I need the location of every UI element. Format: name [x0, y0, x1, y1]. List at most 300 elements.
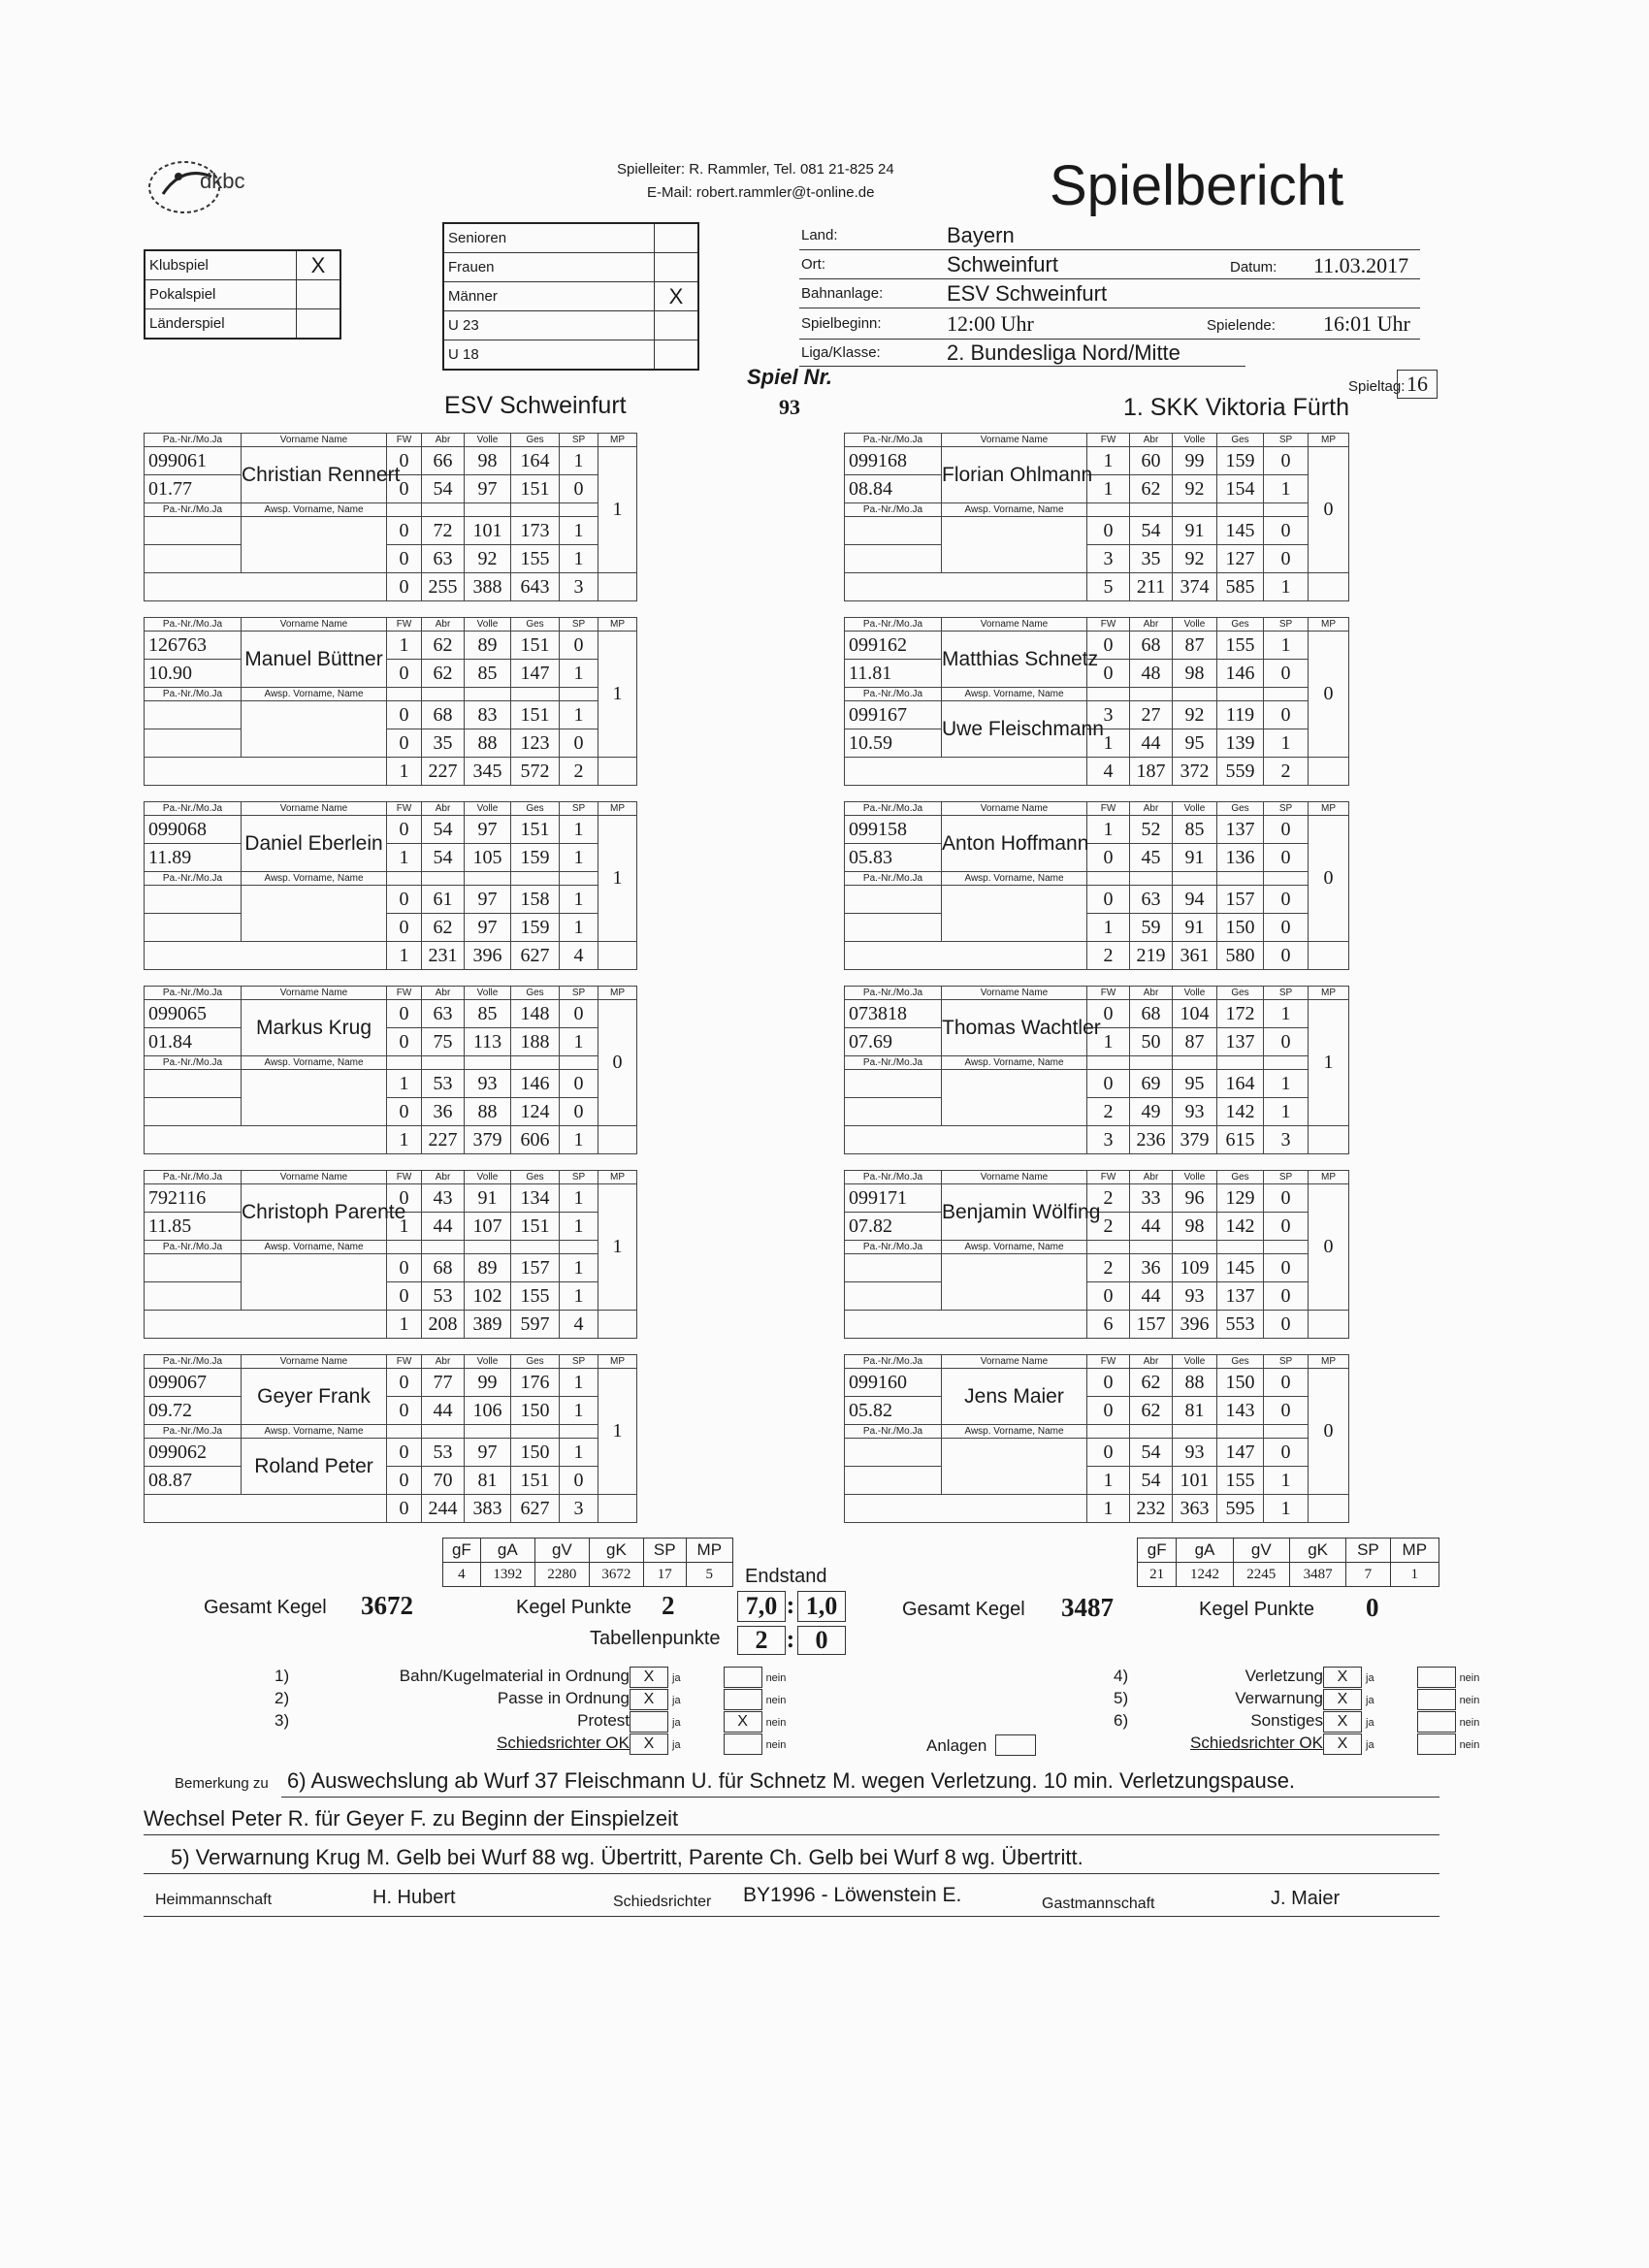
blank-cell — [422, 688, 465, 701]
score-cell: 172 — [1217, 1000, 1264, 1028]
sub-player-name — [942, 886, 1087, 942]
player-id: 099065 — [145, 1000, 242, 1028]
player-block — [144, 986, 637, 1154]
header-abr: Abr — [1130, 1355, 1173, 1369]
blank-cell — [560, 503, 598, 517]
check-nein-box[interactable] — [1417, 1711, 1456, 1733]
score-cell: 1 — [560, 1369, 598, 1397]
score-cell: 53 — [422, 1070, 465, 1098]
header-abr: Abr — [422, 1171, 465, 1184]
total-cell: 3 — [560, 573, 598, 601]
tab-label: Tabellenpunkte — [590, 1628, 721, 1649]
header-mp: MP — [598, 802, 637, 816]
check-label: Passe in Ordnung — [497, 1689, 630, 1708]
score-cell: 69 — [1130, 1070, 1173, 1098]
blank-cell — [1173, 503, 1217, 517]
category-row-mark[interactable]: X — [655, 282, 699, 311]
ende-value: 16:01 Uhr — [1323, 311, 1410, 336]
player-block — [844, 433, 1349, 601]
total-cell: 363 — [1173, 1495, 1217, 1523]
score-cell: 49 — [1130, 1098, 1173, 1126]
check-nein-box[interactable] — [724, 1667, 762, 1688]
score-cell: 62 — [422, 914, 465, 942]
total-cell: 396 — [465, 942, 511, 970]
spiel-nr-label: Spiel Nr. — [747, 365, 833, 389]
score-cell: 0 — [1087, 660, 1130, 688]
score-cell: 102 — [465, 1282, 511, 1311]
check-row — [275, 1667, 790, 1688]
score-cell: 1 — [387, 1213, 422, 1241]
player-mp: 0 — [1309, 447, 1349, 573]
player-date: 08.84 — [845, 475, 942, 503]
header-volle: Volle — [1173, 1171, 1217, 1184]
category-row — [443, 311, 698, 340]
score-cell: 0 — [1264, 816, 1309, 844]
game-type-row-mark[interactable] — [297, 280, 341, 309]
summary-head: gV — [1233, 1539, 1289, 1563]
total-cell: 379 — [1173, 1126, 1217, 1154]
score-cell: 119 — [1217, 701, 1264, 729]
score-cell: 147 — [1217, 1439, 1264, 1467]
score-cell: 158 — [511, 886, 560, 914]
header-abr: Abr — [422, 987, 465, 1000]
total-cell: 606 — [511, 1126, 560, 1154]
bahn-label: Bahnanlage: — [801, 285, 884, 302]
anlagen-label: Anlagen — [926, 1736, 987, 1755]
ort-value: Schweinfurt — [947, 252, 1058, 276]
header-id: Pa.-Nr./Mo.Ja — [145, 987, 242, 1000]
check-label: Verwarnung — [1235, 1689, 1323, 1708]
blank-cell — [1087, 1425, 1130, 1439]
score-cell: 173 — [511, 517, 560, 545]
check-ja-box[interactable]: X — [1323, 1733, 1362, 1755]
total-mp-cell — [1309, 1126, 1349, 1154]
gast-signature: J. Maier — [1271, 1888, 1341, 1909]
total-label-cell — [845, 942, 1087, 970]
category-row-mark[interactable] — [655, 223, 699, 253]
score-cell: 93 — [1173, 1282, 1217, 1311]
score-cell: 164 — [1217, 1070, 1264, 1098]
game-type-row-mark[interactable] — [297, 309, 341, 340]
score-cell: 188 — [511, 1028, 560, 1056]
header-id-sub: Pa.-Nr./Mo.Ja — [845, 503, 942, 517]
blank-cell — [422, 872, 465, 886]
score-cell: 0 — [387, 1369, 422, 1397]
blank-cell — [511, 1056, 560, 1070]
score-cell: 143 — [1217, 1397, 1264, 1425]
score-cell: 44 — [422, 1213, 465, 1241]
score-cell: 62 — [422, 660, 465, 688]
header-sub: Awsp. Vorname, Name — [942, 1425, 1087, 1439]
score-cell: 93 — [1173, 1439, 1217, 1467]
total-cell: 3 — [560, 1495, 598, 1523]
category-row-mark[interactable] — [655, 253, 699, 282]
total-cell: 361 — [1173, 942, 1217, 970]
total-cell: 2 — [1264, 758, 1309, 786]
player-block — [844, 801, 1349, 970]
player-date: 10.90 — [145, 660, 242, 688]
header-sp: SP — [560, 987, 598, 1000]
score-cell: 148 — [511, 1000, 560, 1028]
score-cell: 54 — [422, 816, 465, 844]
check-ja-box[interactable]: X — [630, 1733, 668, 1755]
score-cell: 85 — [465, 1000, 511, 1028]
blank-cell — [1217, 688, 1264, 701]
sub-player-id — [845, 1070, 942, 1098]
anlagen-box[interactable] — [995, 1734, 1036, 1756]
sub-player-id: 099167 — [845, 701, 942, 729]
total-cell: 2 — [1087, 942, 1130, 970]
sub-player-name — [242, 886, 387, 942]
player-name: Florian Ohlmann — [942, 447, 1087, 503]
summary-head: gA — [480, 1539, 534, 1563]
score-cell: 96 — [1173, 1184, 1217, 1213]
check-ja-box[interactable]: X — [1323, 1689, 1362, 1710]
score-cell: 0 — [1264, 1213, 1309, 1241]
sub-player-id — [145, 1070, 242, 1098]
total-cell: 0 — [1264, 1311, 1309, 1339]
check-ja-box[interactable] — [630, 1711, 668, 1733]
score-cell: 150 — [511, 1439, 560, 1467]
check-row — [275, 1733, 790, 1755]
blank-cell — [422, 1425, 465, 1439]
score-cell: 1 — [1087, 1467, 1130, 1495]
blank-cell — [1264, 1241, 1309, 1254]
check-nein-box[interactable] — [1417, 1667, 1456, 1688]
summary-head: gF — [443, 1539, 481, 1563]
total-label-cell — [145, 1126, 387, 1154]
score-cell: 91 — [1173, 844, 1217, 872]
score-cell: 1 — [560, 1397, 598, 1425]
blank-cell — [1130, 503, 1173, 517]
score-cell: 1 — [560, 1213, 598, 1241]
check-label: Verletzung — [1245, 1667, 1323, 1686]
total-cell: 244 — [422, 1495, 465, 1523]
check-num: 1) — [275, 1667, 290, 1686]
player-date: 05.82 — [845, 1397, 942, 1425]
liga-value: 2. Bundesliga Nord/Mitte — [947, 340, 1180, 365]
player-mp: 1 — [598, 1369, 637, 1495]
ja-label: ja — [1366, 1717, 1374, 1730]
header-id: Pa.-Nr./Mo.Ja — [845, 802, 942, 816]
home-kegel-label: Gesamt Kegel — [204, 1597, 327, 1618]
blank-cell — [1130, 872, 1173, 886]
home-punkte-label: Kegel Punkte — [516, 1597, 631, 1618]
score-cell: 1 — [1264, 1070, 1309, 1098]
total-cell: 1 — [387, 1311, 422, 1339]
score-cell: 151 — [511, 1467, 560, 1495]
check-ja-box[interactable]: X — [630, 1689, 668, 1710]
game-type-row-label: Pokalspiel — [145, 280, 297, 309]
header-name: Vorname Name — [942, 618, 1087, 632]
header-abr: Abr — [422, 802, 465, 816]
blank-cell — [1173, 1241, 1217, 1254]
player-id: 099162 — [845, 632, 942, 660]
player-block — [144, 433, 637, 601]
total-cell: 4 — [1087, 758, 1130, 786]
header-volle: Volle — [1173, 802, 1217, 816]
score-cell: 1 — [560, 545, 598, 573]
player-block — [844, 617, 1349, 786]
score-cell: 88 — [1173, 1369, 1217, 1397]
beginn-value: 12:00 Uhr — [947, 311, 1034, 336]
total-mp-cell — [598, 758, 637, 786]
header-sub: Awsp. Vorname, Name — [942, 872, 1087, 886]
summary-value: 7 — [1346, 1563, 1390, 1587]
player-mp: 1 — [598, 632, 637, 758]
score-cell: 44 — [1130, 1213, 1173, 1241]
score-cell: 1 — [560, 1282, 598, 1311]
score-cell: 155 — [1217, 632, 1264, 660]
guest-kegel-value: 3487 — [1061, 1593, 1114, 1622]
sub-player-id — [145, 1254, 242, 1282]
guest-punkte-value: 0 — [1366, 1593, 1379, 1622]
score-cell: 0 — [387, 1000, 422, 1028]
score-cell: 155 — [511, 1282, 560, 1311]
blank-cell — [1087, 503, 1130, 517]
total-cell: 1 — [387, 942, 422, 970]
header-mp: MP — [598, 1171, 637, 1184]
total-cell: 6 — [1087, 1311, 1130, 1339]
check-row — [1114, 1711, 1483, 1733]
header-fw: FW — [387, 802, 422, 816]
score-cell: 36 — [422, 1098, 465, 1126]
land-label: Land: — [801, 227, 838, 243]
score-cell: 0 — [1264, 844, 1309, 872]
check-nein-box[interactable] — [724, 1689, 762, 1710]
game-type-row-label: Klubspiel — [145, 250, 297, 280]
summary-value: 2280 — [534, 1563, 589, 1587]
check-nein-box[interactable] — [724, 1733, 762, 1755]
total-label-cell — [145, 942, 387, 970]
blank-cell — [1087, 1241, 1130, 1254]
score-cell: 44 — [1130, 729, 1173, 758]
score-cell: 0 — [1264, 517, 1309, 545]
score-cell: 98 — [1173, 660, 1217, 688]
total-cell: 3 — [1087, 1126, 1130, 1154]
header-fw: FW — [387, 1355, 422, 1369]
blank-cell — [1217, 503, 1264, 517]
sub-player-date — [145, 1098, 242, 1126]
total-mp-cell — [598, 942, 637, 970]
player-id: 099158 — [845, 816, 942, 844]
total-cell: 0 — [387, 573, 422, 601]
score-cell: 97 — [465, 1439, 511, 1467]
category-row-mark[interactable] — [655, 340, 699, 371]
header-fw: FW — [387, 987, 422, 1000]
score-cell: 0 — [387, 886, 422, 914]
total-mp-cell — [1309, 942, 1349, 970]
sub-player-date: 10.59 — [845, 729, 942, 758]
sub-player-name: Roland Peter — [242, 1439, 387, 1495]
score-cell: 155 — [511, 545, 560, 573]
total-cell: 643 — [511, 573, 560, 601]
header-name: Vorname Name — [242, 618, 387, 632]
sub-player-id — [845, 886, 942, 914]
check-ja-box[interactable]: X — [630, 1667, 668, 1688]
header-id-sub: Pa.-Nr./Mo.Ja — [845, 1241, 942, 1254]
sub-player-id: 099062 — [145, 1439, 242, 1467]
header-abr: Abr — [1130, 618, 1173, 632]
check-nein-box[interactable]: X — [724, 1711, 762, 1733]
category-row-label: U 23 — [443, 311, 655, 340]
total-mp-cell — [598, 573, 637, 601]
blank-cell — [465, 503, 511, 517]
player-name: Anton Hoffmann — [942, 816, 1087, 872]
blank-cell — [465, 1056, 511, 1070]
total-mp-cell — [1309, 1495, 1349, 1523]
score-cell: 1 — [1264, 729, 1309, 758]
score-cell: 1 — [560, 517, 598, 545]
header-ges: Ges — [511, 434, 560, 447]
guest-kegel-label: Gesamt Kegel — [902, 1599, 1025, 1620]
blank-cell — [465, 688, 511, 701]
score-cell: 94 — [1173, 886, 1217, 914]
score-cell: 151 — [511, 816, 560, 844]
score-cell: 0 — [1087, 1369, 1130, 1397]
header-ges: Ges — [1217, 434, 1264, 447]
header-abr: Abr — [422, 1355, 465, 1369]
score-cell: 0 — [387, 447, 422, 475]
score-cell: 97 — [465, 475, 511, 503]
total-label-cell — [145, 1495, 387, 1523]
total-cell: 1 — [560, 1126, 598, 1154]
player-id: 126763 — [145, 632, 242, 660]
dkbc-logo — [144, 155, 250, 215]
score-cell: 89 — [465, 1254, 511, 1282]
header-mp: MP — [1309, 1171, 1349, 1184]
score-cell: 1 — [1264, 475, 1309, 503]
total-cell: 559 — [1217, 758, 1264, 786]
score-cell: 0 — [1264, 1369, 1309, 1397]
score-cell: 0 — [1087, 1439, 1130, 1467]
score-cell: 0 — [387, 1282, 422, 1311]
total-cell: 1 — [387, 1126, 422, 1154]
check-nein-box[interactable] — [1417, 1689, 1456, 1710]
player-name: Daniel Eberlein — [242, 816, 387, 872]
guest-team-name: 1. SKK Viktoria Fürth — [1123, 394, 1349, 421]
check-ja-box[interactable]: X — [1323, 1711, 1362, 1733]
sub-player-name — [242, 701, 387, 758]
header-id-sub: Pa.-Nr./Mo.Ja — [845, 688, 942, 701]
score-cell: 1 — [560, 1184, 598, 1213]
score-cell: 35 — [422, 729, 465, 758]
score-cell: 48 — [1130, 660, 1173, 688]
score-cell: 88 — [465, 1098, 511, 1126]
nein-label: nein — [765, 1717, 787, 1730]
blank-cell — [387, 872, 422, 886]
header-volle: Volle — [1173, 434, 1217, 447]
header-ges: Ges — [511, 618, 560, 632]
category-row — [443, 282, 698, 311]
total-label-cell — [145, 1311, 387, 1339]
score-cell: 43 — [422, 1184, 465, 1213]
check-num: 4) — [1114, 1667, 1129, 1686]
header-volle: Volle — [1173, 618, 1217, 632]
player-block — [844, 1170, 1349, 1339]
check-nein-box[interactable] — [1417, 1733, 1456, 1755]
sub-player-date: 08.87 — [145, 1467, 242, 1495]
tab-guest: 0 — [797, 1626, 846, 1655]
score-cell: 123 — [511, 729, 560, 758]
header-ges: Ges — [1217, 802, 1264, 816]
category-row-mark[interactable] — [655, 311, 699, 340]
score-cell: 91 — [1173, 517, 1217, 545]
blank-cell — [1130, 1241, 1173, 1254]
score-cell: 1 — [560, 886, 598, 914]
header-sub: Awsp. Vorname, Name — [242, 1056, 387, 1070]
score-cell: 0 — [1087, 1397, 1130, 1425]
score-cell: 0 — [387, 914, 422, 942]
header-id-sub: Pa.-Nr./Mo.Ja — [845, 872, 942, 886]
blank-cell — [1173, 1056, 1217, 1070]
score-cell: 2 — [1087, 1213, 1130, 1241]
score-cell: 1 — [560, 844, 598, 872]
score-cell: 1 — [560, 816, 598, 844]
nein-label: nein — [765, 1672, 787, 1685]
total-cell: 2 — [560, 758, 598, 786]
header-ges: Ges — [511, 987, 560, 1000]
score-cell: 87 — [1173, 632, 1217, 660]
check-num: 5) — [1114, 1689, 1129, 1708]
blank-cell — [387, 688, 422, 701]
score-cell: 176 — [511, 1369, 560, 1397]
player-mp: 1 — [598, 447, 637, 573]
header-fw: FW — [1087, 434, 1130, 447]
score-cell: 36 — [1130, 1254, 1173, 1282]
header-abr: Abr — [1130, 434, 1173, 447]
total-cell: 595 — [1217, 1495, 1264, 1523]
score-cell: 77 — [422, 1369, 465, 1397]
score-cell: 0 — [387, 816, 422, 844]
blank-cell — [1087, 688, 1130, 701]
score-cell: 1 — [1264, 632, 1309, 660]
blank-cell — [1173, 1425, 1217, 1439]
score-cell: 0 — [1264, 914, 1309, 942]
header-ges: Ges — [511, 1355, 560, 1369]
total-cell: 255 — [422, 573, 465, 601]
sub-player-date — [845, 1282, 942, 1311]
score-cell: 150 — [1217, 1369, 1264, 1397]
total-cell: 4 — [560, 942, 598, 970]
check-ja-box[interactable]: X — [1323, 1667, 1362, 1688]
score-cell: 92 — [465, 545, 511, 573]
game-type-row-mark[interactable]: X — [297, 250, 341, 280]
game-type-row — [145, 309, 340, 340]
sub-player-name — [942, 517, 1087, 573]
blank-cell — [1264, 1425, 1309, 1439]
score-cell: 68 — [1130, 1000, 1173, 1028]
header-sub: Awsp. Vorname, Name — [942, 1056, 1087, 1070]
header-name: Vorname Name — [942, 434, 1087, 447]
score-cell: 106 — [465, 1397, 511, 1425]
blank-cell — [1130, 1056, 1173, 1070]
blank-cell — [1217, 1241, 1264, 1254]
player-name: Matthias Schnetz — [942, 632, 1087, 688]
ende-label: Spielende: — [1207, 317, 1276, 334]
player-date: 01.77 — [145, 475, 242, 503]
tab-colon: : — [786, 1625, 795, 1653]
header-id: Pa.-Nr./Mo.Ja — [145, 802, 242, 816]
blank-cell — [1087, 872, 1130, 886]
header-name: Vorname Name — [242, 1171, 387, 1184]
score-cell: 93 — [1173, 1098, 1217, 1126]
score-cell: 2 — [1087, 1098, 1130, 1126]
total-mp-cell — [1309, 573, 1349, 601]
header-volle: Volle — [465, 987, 511, 1000]
score-cell: 0 — [1087, 517, 1130, 545]
total-mp-cell — [598, 1311, 637, 1339]
